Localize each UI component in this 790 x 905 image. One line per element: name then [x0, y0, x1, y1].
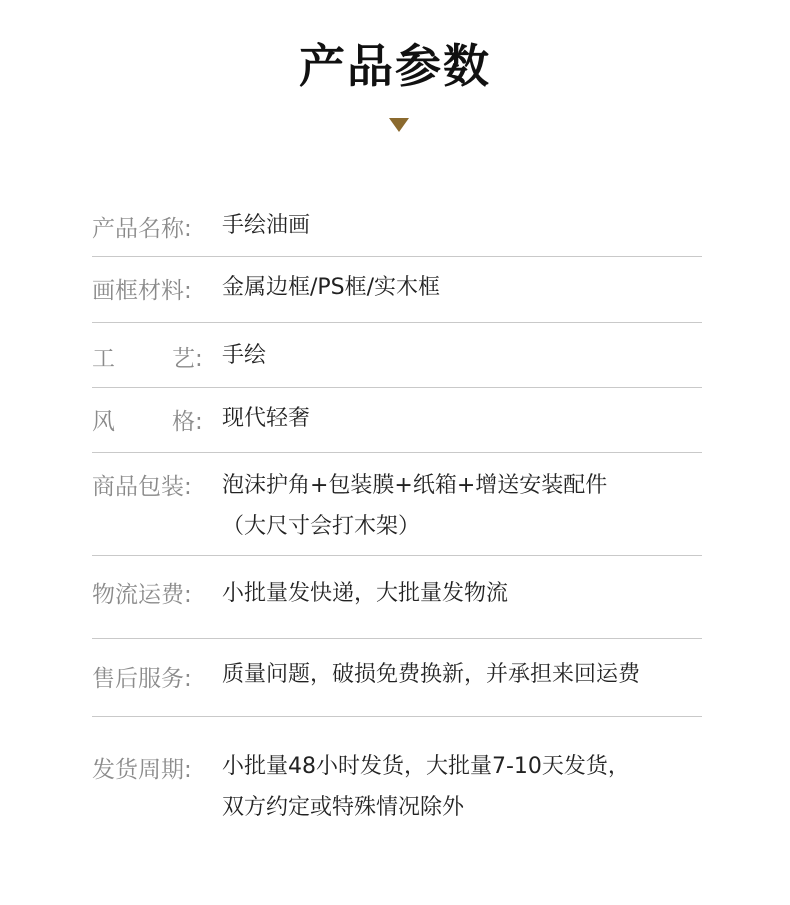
- param-label-text: 物流运费: [92, 582, 184, 608]
- param-label: [92, 344, 222, 374]
- param-label: [92, 214, 222, 244]
- param-label-colon: :: [184, 278, 192, 304]
- param-value: 现代轻奢: [222, 406, 311, 431]
- param-value: 小批量发快递，大批量发物流: [222, 581, 509, 606]
- param-value: 质量问题，破损免费换新，并承担来回运费: [222, 662, 641, 687]
- param-value: 泡沫护角+包装膜+纸箱+增送安装配件: [222, 473, 608, 498]
- param-label-text: 商品包装: [92, 474, 184, 500]
- param-label: [92, 580, 222, 610]
- param-label-colon: :: [184, 216, 192, 242]
- param-label-colon: :: [195, 346, 203, 372]
- param-value: 手绘: [222, 343, 267, 368]
- param-label: [92, 472, 222, 502]
- row-divider: [92, 555, 702, 556]
- param-label: [92, 664, 222, 694]
- row-divider: [92, 256, 702, 257]
- param-label-text: 发货周期: [92, 757, 184, 783]
- param-label-text: 画框材料: [92, 278, 184, 304]
- param-value-line-2: 双方约定或特殊情况除外: [222, 795, 465, 820]
- row-divider: [92, 638, 702, 639]
- param-label-colon: :: [184, 757, 192, 783]
- row-divider: [92, 452, 702, 453]
- param-value: 金属边框/PS框/实木框: [222, 275, 441, 300]
- param-label-colon: :: [184, 474, 192, 500]
- row-divider: [92, 322, 702, 323]
- param-label-colon: :: [184, 582, 192, 608]
- param-label-colon: :: [195, 409, 203, 435]
- row-divider: [92, 387, 702, 388]
- param-label: [92, 407, 222, 437]
- row-divider: [92, 716, 702, 717]
- down-triangle-icon: [389, 118, 409, 132]
- param-value: 手绘油画: [222, 213, 311, 238]
- page-title: 产品参数: [299, 39, 491, 93]
- param-label-text: 产品名称: [92, 216, 184, 242]
- param-label-colon: :: [184, 666, 192, 692]
- param-label-text: 售后服务: [92, 666, 184, 692]
- param-value-line-2: （大尺寸会打木架）: [222, 514, 421, 539]
- param-label-text: 风格: [92, 409, 195, 435]
- param-value: 小批量48小时发货，大批量7-10天发货，: [222, 754, 630, 779]
- param-label-text: 工艺: [92, 346, 195, 372]
- param-label: [92, 276, 222, 306]
- param-label: [92, 755, 222, 785]
